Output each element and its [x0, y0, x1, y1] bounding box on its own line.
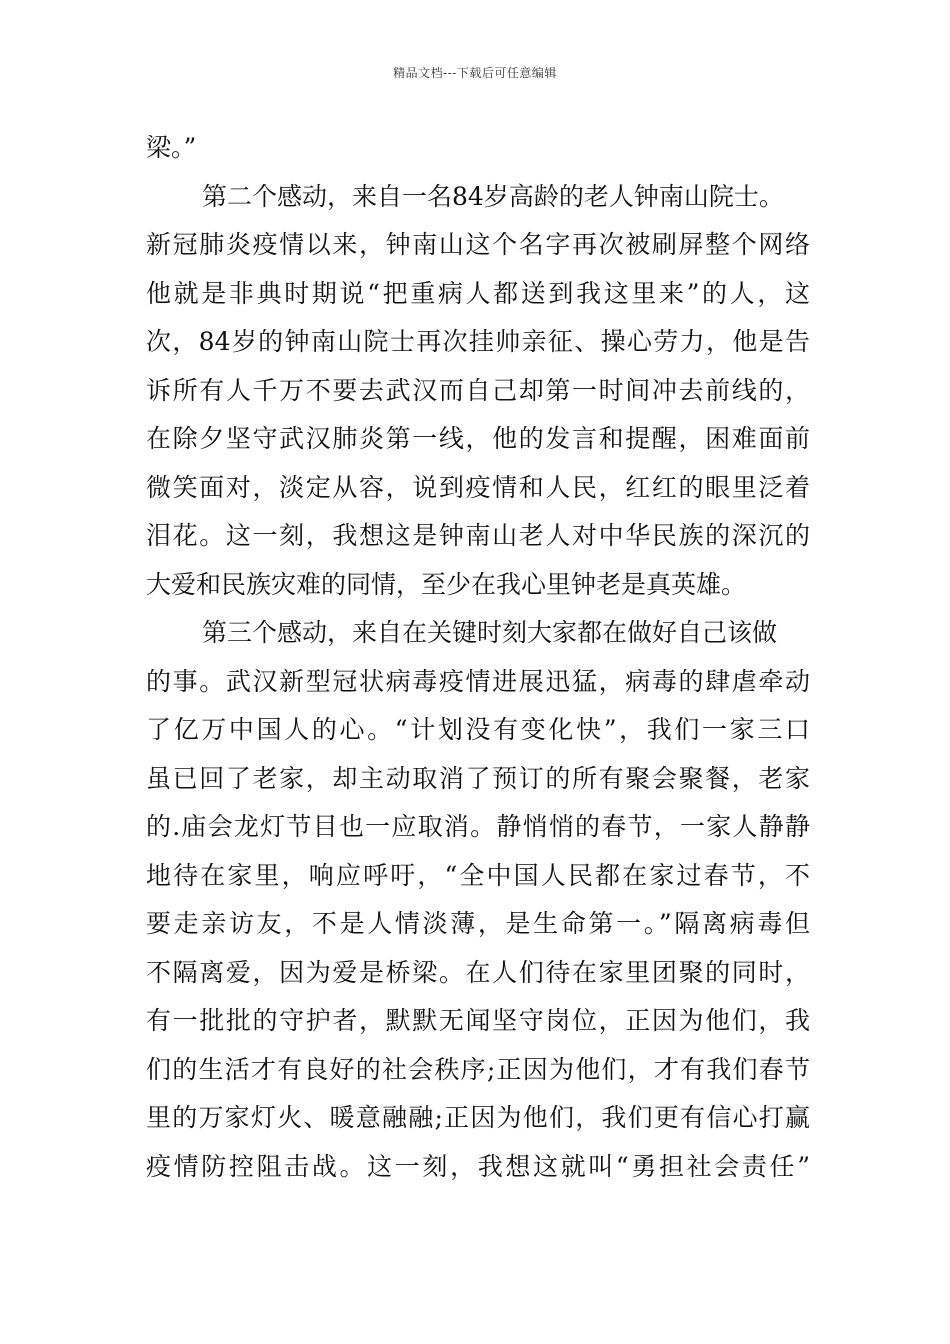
text-line: 疫情防控阻击战。这一刻，我想这就叫“勇担社会责任”: [146, 1151, 810, 1181]
text-line: 泪花。这一刻，我想这是钟南山老人对中华民族的深沉的: [146, 521, 810, 550]
text-line: 微笑面对，淡定从容，说到疫情和人民，红红的眼里泛着: [146, 472, 810, 502]
text-line: 第三个感动，来自在关键时刻大家都在做好自己该做: [202, 618, 778, 647]
text-line: 次，84岁的钟南山院士再次挂帅亲征、操心劳力，他是告: [146, 327, 810, 356]
text-line: 不隔离爱，因为爱是桥梁。在人们待在家里团聚的同时，: [146, 957, 810, 987]
text-line: 要走亲访友，不是人情淡薄，是生命第一。”隔离病毒但: [146, 909, 810, 938]
paragraph-2: [146, 173, 810, 610]
text-line: 地待在家里，响应呼吁，“全中国人民都在家过春节，不: [146, 860, 810, 890]
paragraph-1: [146, 124, 810, 173]
text-line: 大爱和民族灾难的同情，至少在我心里钟老是真英雄。: [146, 569, 747, 599]
text-line: 新冠肺炎疫情以来，钟南山这个名字再次被刷屏整个网络: [146, 230, 810, 259]
text-line: 们的生活才有良好的社会秩序;正因为他们，才有我们春节: [146, 1054, 810, 1084]
text-line: 在除夕坚守武汉肺炎第一线，他的发言和提醒，困难面前: [146, 424, 810, 453]
paragraph-3: [146, 609, 810, 1191]
page-header: 精品文档---下载后可任意编辑: [393, 66, 557, 80]
text-line: 第二个感动，来自一名84岁高龄的老人钟南山院士。: [202, 181, 784, 211]
text-line: 的.庙会龙灯节目也一应取消。静悄悄的春节，一家人静静: [146, 812, 810, 841]
text-line: 虽已回了老家，却主动取消了预订的所有聚会聚餐，老家: [146, 763, 810, 793]
text-line: 诉所有人千万不要去武汉而自己却第一时间冲去前线的，: [146, 375, 810, 405]
text-line: 的事。武汉新型冠状病毒疫情进展迅猛，病毒的肆虐牵动: [146, 666, 810, 696]
text-line: 他就是非典时期说“把重病人都送到我这里来”的人，这: [146, 278, 810, 308]
text-line: 有一批批的守护者，默默无闻坚守岗位，正因为他们，我: [146, 1006, 810, 1035]
text-line: 梁。”: [146, 133, 197, 162]
text-line: 了亿万中国人的心。“计划没有变化快”，我们一家三口: [146, 715, 810, 744]
text-line: 里的万家灯火、暖意融融;正因为他们，我们更有信心打赢: [146, 1103, 810, 1132]
document-body: [146, 124, 810, 1191]
